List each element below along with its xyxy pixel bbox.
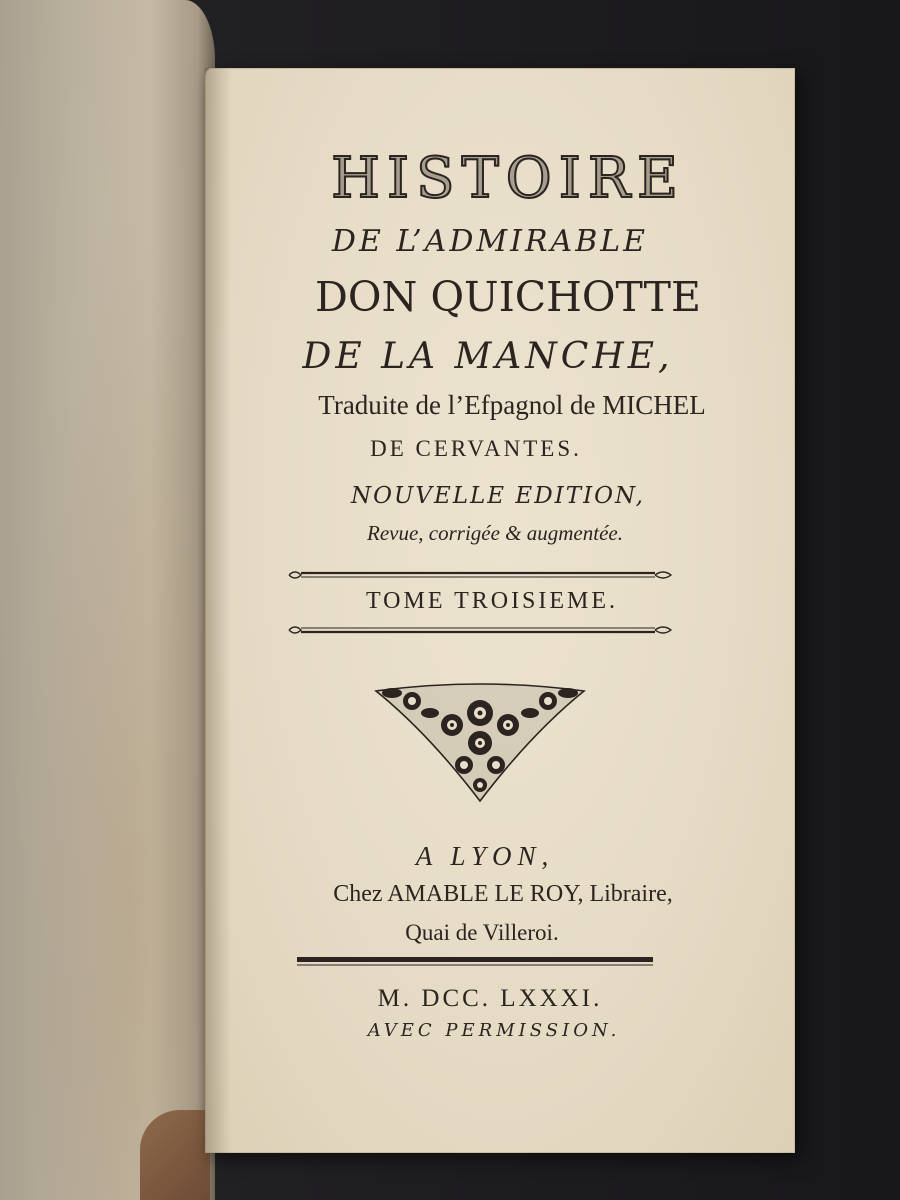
translator-line: Traduite de l’Efpagnol de MICHEL	[318, 390, 706, 420]
imprint-city: A LYON,	[415, 841, 555, 871]
floral-vignette-icon	[372, 673, 588, 805]
imprint-address: Quai de Villeroi.	[405, 920, 559, 945]
volume-line: TOME TROISIEME.	[365, 588, 619, 614]
imprint-publisher: Chez AMABLE LE ROY, Libraire,	[333, 881, 673, 907]
title-page	[205, 68, 795, 1153]
title-manche: DE LA MANCHE,	[302, 336, 674, 377]
left-page-cover	[0, 0, 215, 1200]
upper-rule	[285, 568, 685, 582]
title-don-quichotte: DON QUICHOTTE	[315, 273, 701, 321]
permission-line: AVEC PERMISSION.	[367, 1020, 621, 1041]
title-admirable: DE L’ADMIRABLE	[331, 224, 649, 259]
worn-corner	[140, 1110, 210, 1200]
edition-line: NOUVELLE EDITION,	[351, 483, 645, 509]
imprint-rule	[297, 956, 653, 968]
author-line: DE CERVANTES.	[370, 436, 582, 461]
publication-date: M. DCC. LXXXI.	[377, 985, 603, 1012]
revision-line: Revue, corrigée & augmentée.	[367, 521, 623, 545]
title-histoire: HISTOIRE	[331, 146, 685, 211]
lower-rule	[285, 623, 685, 637]
